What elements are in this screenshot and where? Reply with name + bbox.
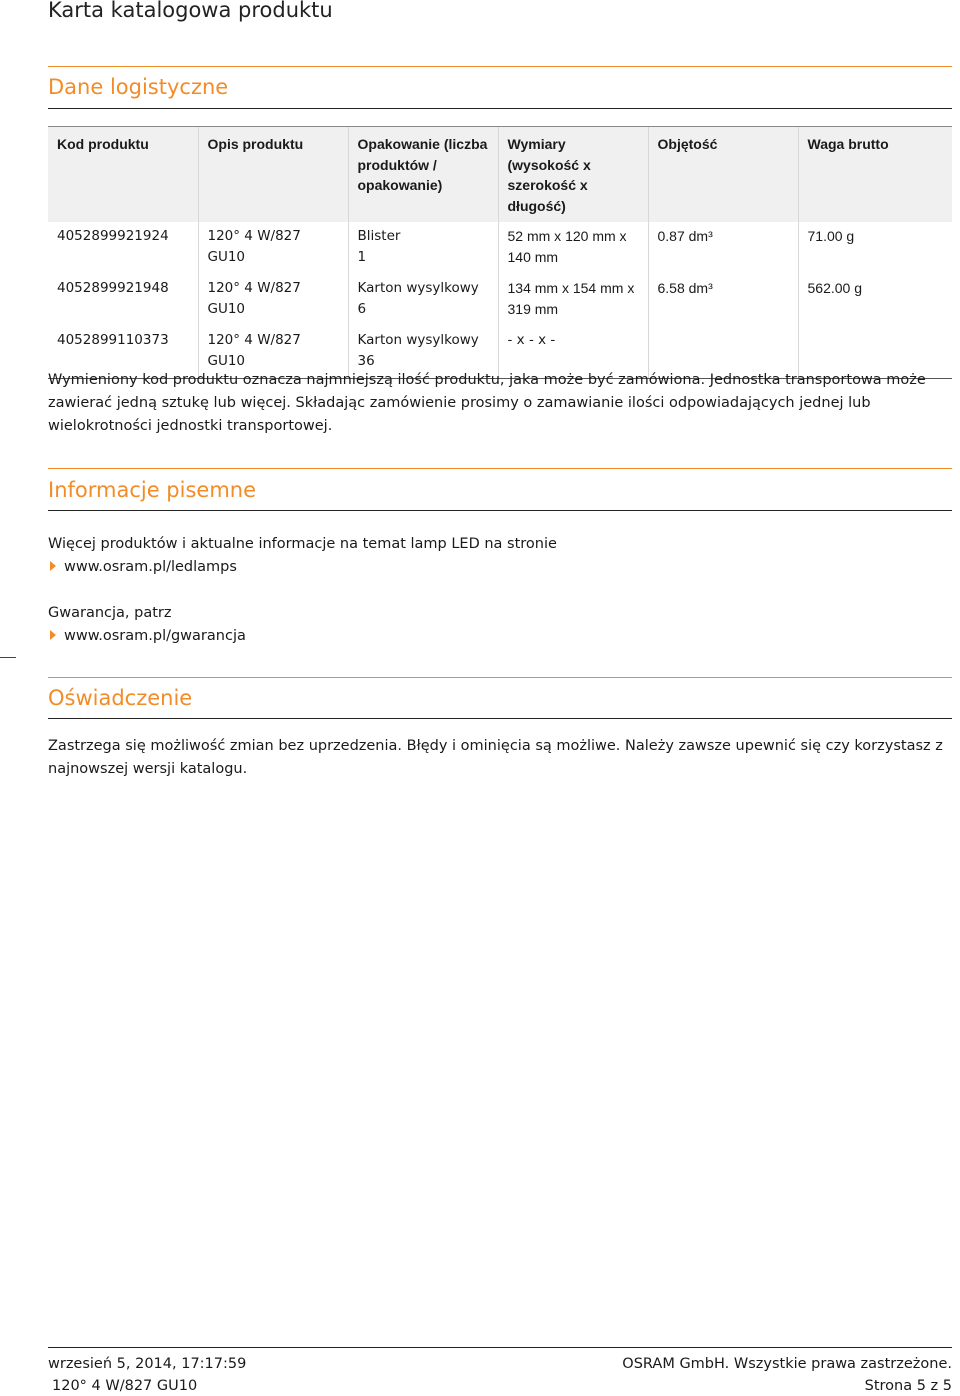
- cell-product-code: 4052899110373: [48, 326, 198, 379]
- logistics-note: Wymieniony kod produktu oznacza najmniejszą ilość produktu, jaka może być zamówiona. Jednostka transportowa może zawierać jedną sztukę lub więcej. Składając zamówienie prosimy o zamawianie ilości odpowiadających jednej lub wielokrotności jednostki transportowej.: [48, 372, 926, 434]
- margin-dash: [0, 657, 16, 658]
- footer-product: 120° 4 W/827 GU10: [52, 1378, 198, 1394]
- cell-product-description: 120° 4 W/827 GU10: [198, 274, 348, 326]
- section-title-declaration: Oświadczenie: [48, 686, 193, 710]
- cell-packaging: Karton wysylkowy 6: [348, 274, 498, 326]
- logistics-table: [48, 126, 952, 379]
- cell-dimensions: 134 mm x 154 mm x 319 mm: [498, 274, 648, 326]
- header-gross-weight: Waga brutto: [798, 127, 952, 223]
- cell-product-code: 4052899921948: [57, 280, 169, 296]
- header-volume: Objętość: [648, 127, 798, 223]
- section-rule-top: [48, 677, 952, 678]
- link-warranty[interactable]: www.osram.pl/gwarancja: [64, 628, 246, 644]
- footer-copyright: OSRAM GmbH. Wszystkie prawa zastrzeżone.: [622, 1356, 952, 1372]
- section-rule-bottom: [48, 718, 952, 719]
- cell-dimensions: - x - x -: [498, 326, 648, 379]
- cell-product-code: 4052899921924: [57, 228, 169, 244]
- header-product-code: Kod produktu: [48, 127, 198, 223]
- footer-page-number: Strona 5 z 5: [864, 1378, 952, 1394]
- cell-volume: 0.87 dm³: [648, 222, 798, 274]
- footer-date: wrzesień 5, 2014, 17:17:59: [48, 1356, 247, 1372]
- cell-product-description: 120° 4 W/827 GU10: [198, 326, 348, 379]
- footer-rule: [48, 1347, 952, 1348]
- arrow-right-icon: [50, 630, 56, 640]
- section-rule-top: [48, 468, 952, 469]
- table-row: [48, 274, 952, 326]
- link-ledlamps-row[interactable]: [48, 556, 237, 579]
- link-ledlamps[interactable]: www.osram.pl/ledlamps: [64, 559, 237, 575]
- section-title-logistics: Dane logistyczne: [48, 75, 229, 99]
- table-row: [48, 222, 952, 274]
- link-warranty-row[interactable]: [48, 625, 246, 648]
- cell-product-description: 120° 4 W/827 GU10: [198, 222, 348, 274]
- declaration-text: Zastrzega się możliwość zmian bez uprzedzenia. Błędy i ominięcia są możliwe. Należy zawsze upewnić się czy korzystasz z najnowszej wersji katalogu.: [48, 738, 943, 777]
- arrow-right-icon: [50, 561, 56, 571]
- cell-packaging: Blister 1: [348, 222, 498, 274]
- header-packaging: Opakowanie (liczba produktów / opakowanie): [348, 127, 498, 223]
- info-intro: Więcej produktów i aktualne informacje na temat lamp LED na stronie: [48, 536, 557, 552]
- cell-volume: 6.58 dm³: [648, 274, 798, 326]
- document-title: Karta katalogowa produktu: [48, 0, 333, 22]
- cell-dimensions: 52 mm x 120 mm x 140 mm: [498, 222, 648, 274]
- warranty-label: Gwarancja, patrz: [48, 605, 172, 621]
- header-product-description: Opis produktu: [198, 127, 348, 223]
- section-rule-bottom: [48, 108, 952, 109]
- cell-gross-weight: 71.00 g: [798, 222, 952, 274]
- cell-packaging: Karton wysylkowy 36: [348, 326, 498, 379]
- section-title-info: Informacje pisemne: [48, 478, 257, 502]
- table-header-row: [48, 127, 952, 223]
- cell-gross-weight: 562.00 g: [798, 274, 952, 326]
- section-rule-bottom: [48, 510, 952, 511]
- section-rule-top: [48, 66, 952, 67]
- header-dimensions: Wymiary (wysokość x szerokość x długość): [498, 127, 648, 223]
